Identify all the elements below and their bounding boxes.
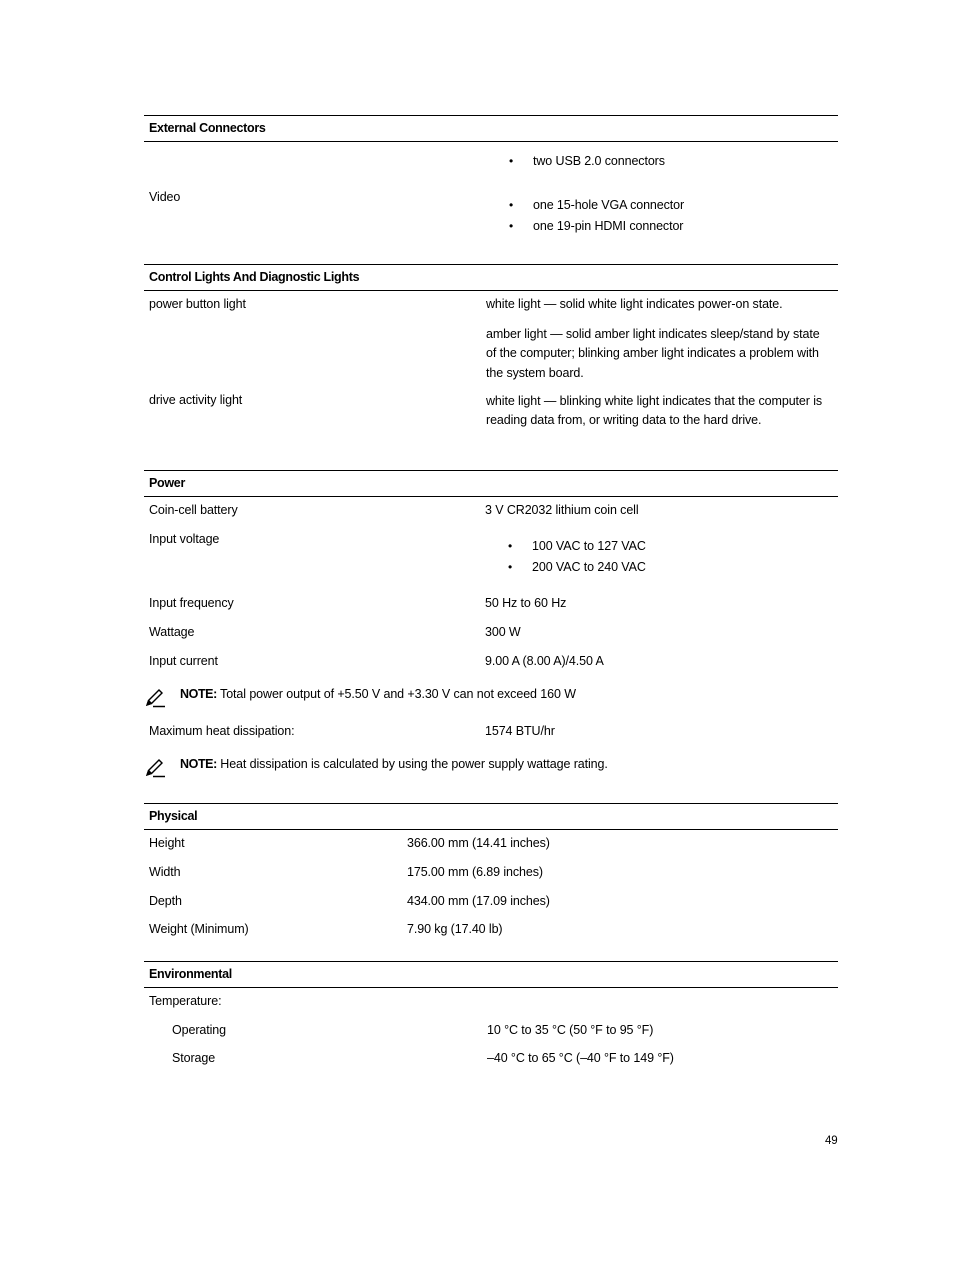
note-text: Heat dissipation is calculated by using the power supply wattage rating. (216, 757, 608, 771)
power-header (144, 470, 838, 497)
wattage-value: 300 W (485, 625, 521, 639)
temperature-label: Temperature: (149, 994, 222, 1008)
heat-dissipation-value: 1574 BTU/hr (485, 724, 555, 738)
environmental-header (144, 961, 838, 988)
power-output-note (180, 687, 576, 701)
bullet: • (509, 198, 514, 212)
section-title: Power (149, 476, 186, 490)
voltage-item: 100 VAC to 127 VAC (532, 539, 646, 553)
lights-header (144, 264, 838, 291)
drive-light-value: white light — blinking white light indicates that the computer is reading data from, or writing data to the hard drive. (486, 394, 823, 428)
storage-value: –40 °C to 65 °C (–40 °F to 149 °F) (487, 1051, 674, 1065)
operating-value: 10 °C to 35 °C (50 °F to 95 °F) (487, 1023, 654, 1037)
note-prefix: NOTE: (180, 757, 217, 771)
physical-header (144, 803, 838, 830)
storage-label: Storage (172, 1051, 216, 1065)
coin-cell-value: 3 V CR2032 lithium coin cell (485, 503, 639, 517)
weight-value: 7.90 kg (17.40 lb) (407, 922, 503, 936)
input-frequency-label: Input frequency (149, 596, 234, 610)
operating-label: Operating (172, 1023, 226, 1037)
bullet: • (509, 219, 514, 233)
note-pencil-icon (144, 686, 166, 708)
power-light-amber: amber light — solid amber light indicates sleep/stand by state of the computer; blinking amber light indicates a problem with the system board. (486, 327, 820, 380)
weight-label: Weight (Minimum) (149, 922, 249, 936)
voltage-item: 200 VAC to 240 VAC (532, 560, 646, 574)
section-title: External Connectors (149, 121, 266, 135)
height-value: 366.00 mm (14.41 inches) (407, 836, 550, 850)
bullet: • (508, 539, 513, 553)
usb-value: two USB 2.0 connectors (533, 154, 665, 168)
input-current-label: Input current (149, 654, 218, 668)
video-item: one 15-hole VGA connector (533, 198, 685, 212)
input-current-value: 9.00 A (8.00 A)/4.50 A (485, 654, 604, 668)
video-label: Video (149, 190, 181, 204)
input-voltage-label: Input voltage (149, 532, 220, 546)
section-title: Physical (149, 809, 198, 823)
depth-label: Depth (149, 894, 182, 908)
width-label: Width (149, 865, 181, 879)
video-item: one 19-pin HDMI connector (533, 219, 684, 233)
drive-light-label: drive activity light (149, 393, 243, 407)
note-text: Total power output of +5.50 V and +3.30 V can not exceed 160 W (216, 687, 576, 701)
external-connectors-header (144, 115, 838, 142)
height-label: Height (149, 836, 185, 850)
power-light-white: white light — solid white light indicates power-on state. (486, 297, 783, 311)
bullet: • (509, 154, 514, 168)
heat-dissipation-label: Maximum heat dissipation: (149, 724, 295, 738)
note-pencil-icon (144, 756, 166, 778)
note-prefix: NOTE: (180, 687, 217, 701)
width-value: 175.00 mm (6.89 inches) (407, 865, 543, 879)
section-title: Environmental (149, 967, 232, 981)
page-number: 49 (825, 1135, 838, 1147)
bullet: • (508, 560, 513, 574)
heat-dissipation-note (180, 757, 608, 771)
coin-cell-label: Coin-cell battery (149, 503, 238, 517)
input-frequency-value: 50 Hz to 60 Hz (485, 596, 567, 610)
section-title: Control Lights And Diagnostic Lights (149, 270, 360, 284)
depth-value: 434.00 mm (17.09 inches) (407, 894, 550, 908)
power-light-label: power button light (149, 297, 246, 311)
wattage-label: Wattage (149, 625, 195, 639)
